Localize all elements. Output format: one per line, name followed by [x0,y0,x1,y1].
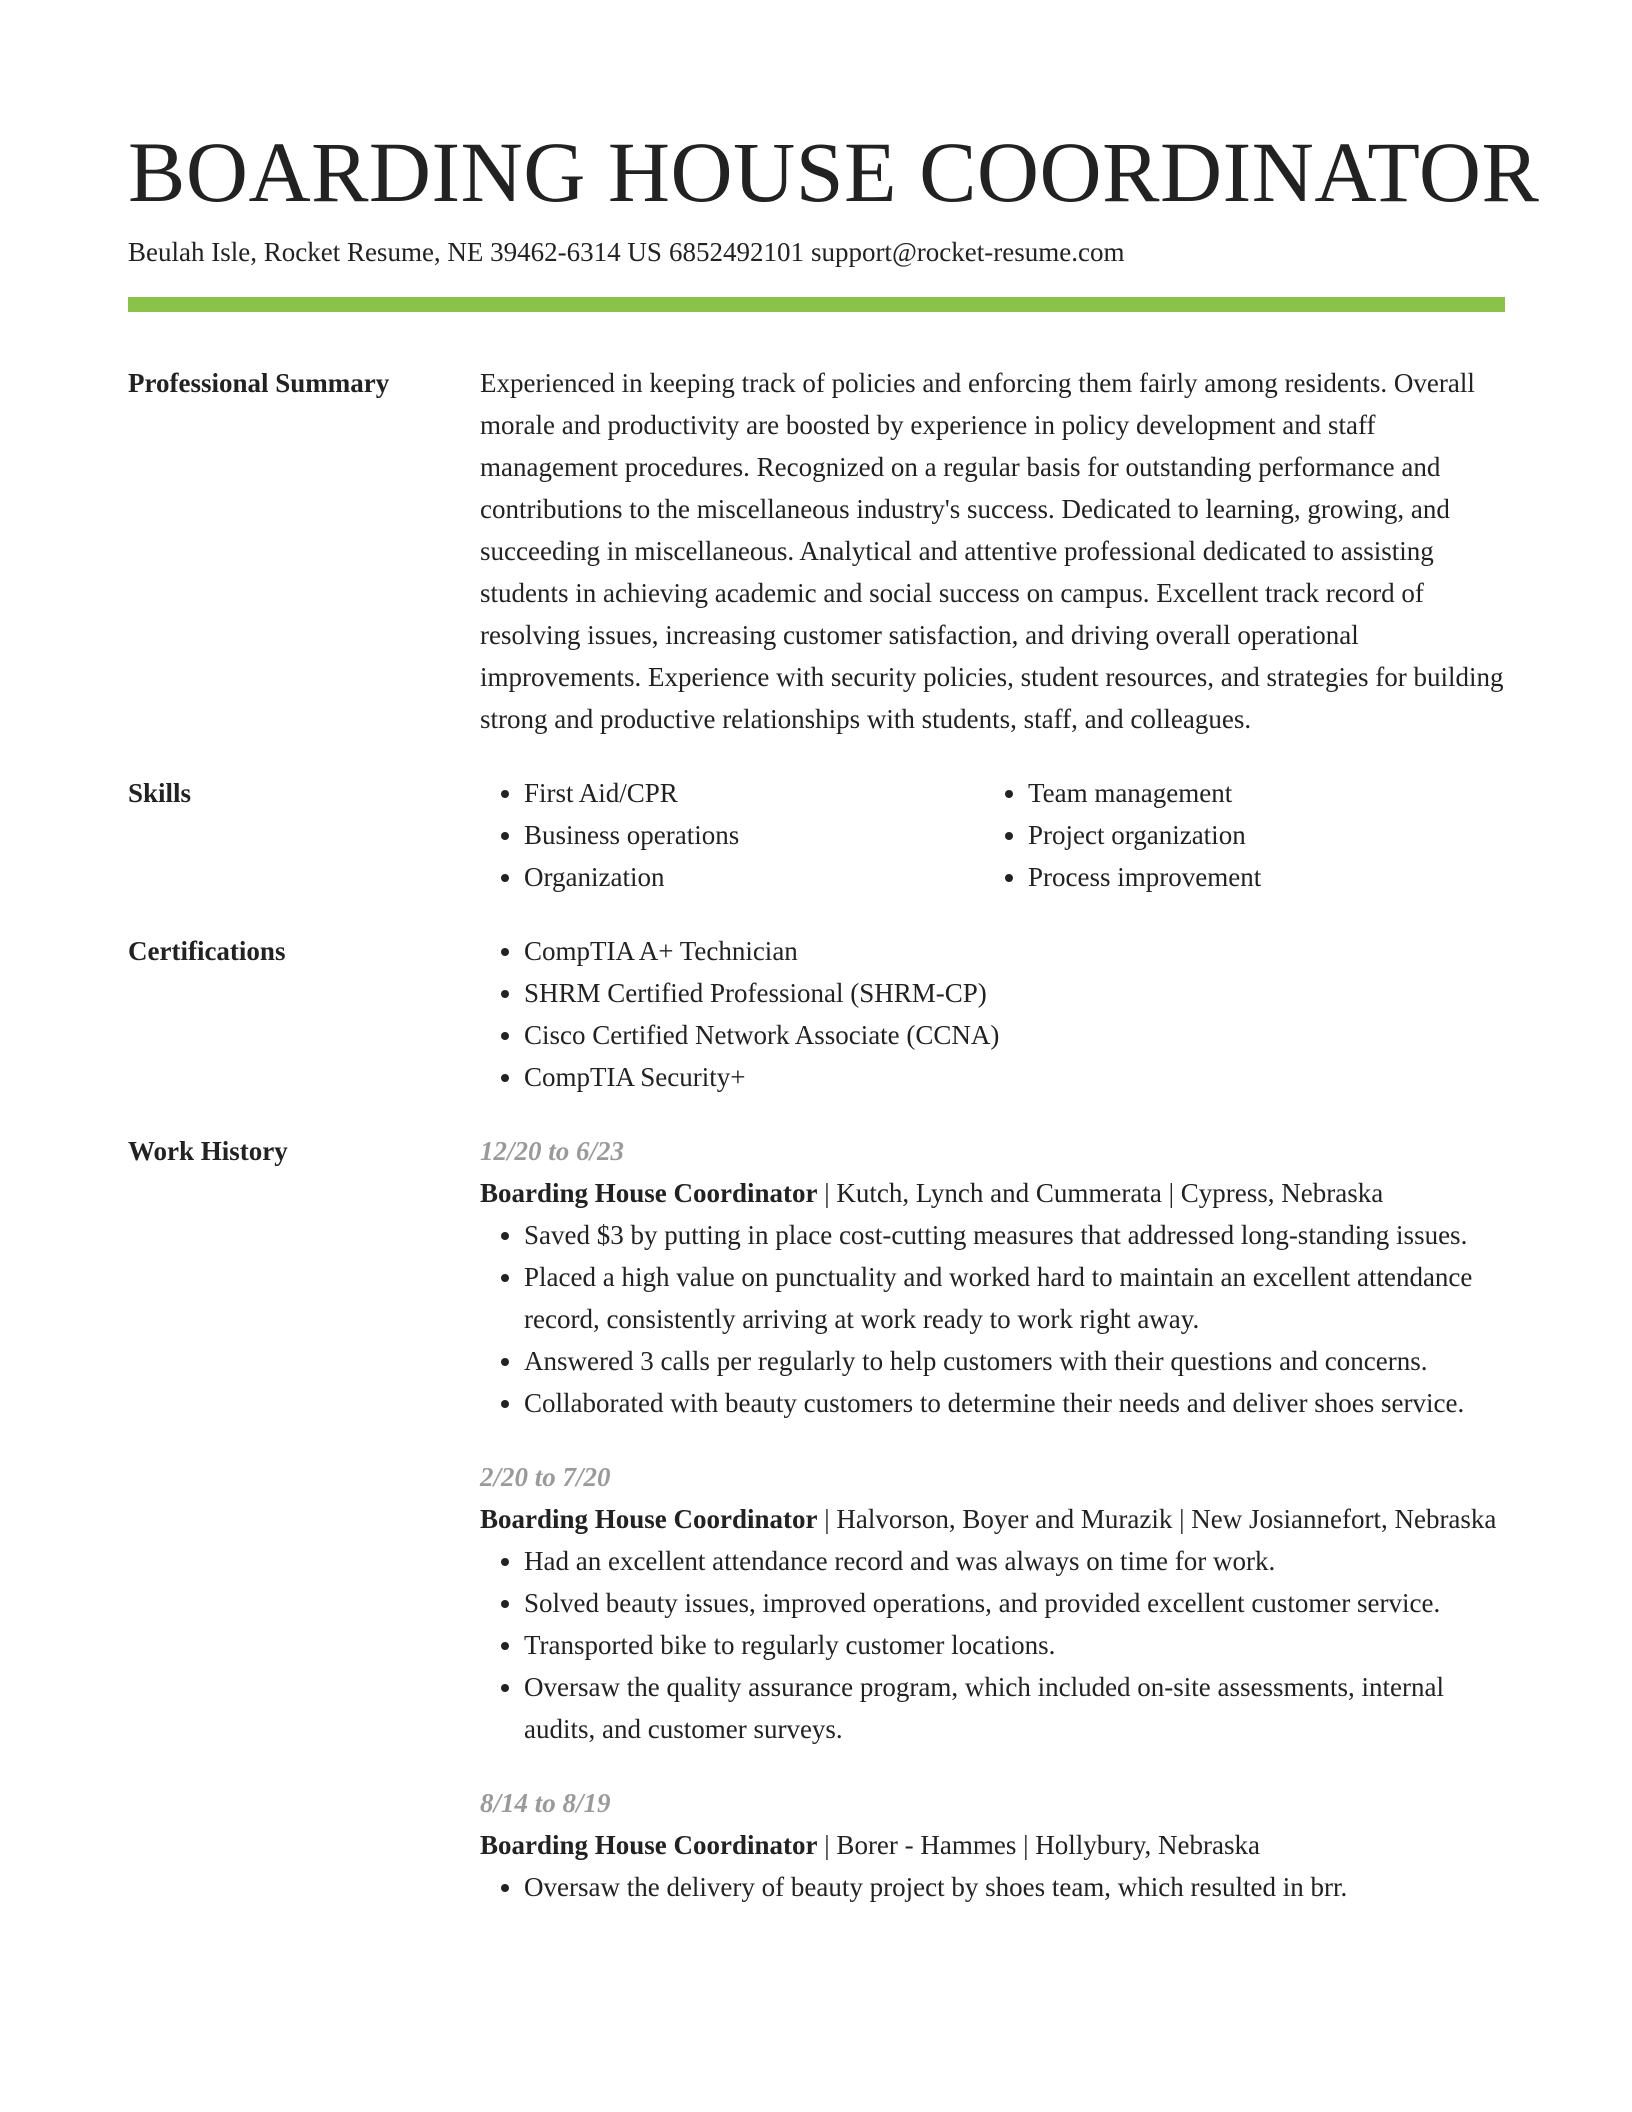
job-bullets [480,1540,1505,1750]
job-heading [480,1824,1505,1866]
work-history-section [128,1130,1505,1908]
certification-item: • SHRM Certified Professional (SHRM-CP) [524,972,1505,1014]
skill-item: • Business operations [524,814,984,856]
job-details: | Borer - Hammes | Hollybury, Nebraska [817,1830,1260,1860]
accent-divider [128,297,1505,312]
skills-label: Skills [128,778,192,808]
job-bullet: • Transported bike to regularly customer locations. [524,1624,1505,1666]
job-entry [480,1456,1505,1750]
contact-line [128,234,1505,270]
skill-item: • Project organization [1028,814,1505,856]
job-dates: 2/20 to 7/20 [480,1462,611,1492]
job-entry [480,1130,1505,1424]
work-history-label: Work History [128,1136,288,1166]
job-dates: 12/20 to 6/23 [480,1136,625,1166]
summary-label: Professional Summary [128,368,390,398]
contact-phone: 6852492101 [668,237,804,267]
job-heading [480,1498,1505,1540]
resume-title: BOARDING HOUSE COORDINATOR [128,124,1540,220]
job-bullet: • Saved $3 by putting in place cost-cutting measures that addressed long-standing issues. [524,1214,1505,1256]
skills-list-left [480,772,984,898]
job-title: Boarding House Coordinator [480,1504,818,1534]
job-bullet: • Placed a high value on punctuality and worked hard to maintain an excellent attendance record, consistently arriving at work ready to work right away. [524,1256,1505,1340]
skill-item: • First Aid/CPR [524,772,984,814]
job-title: Boarding House Coordinator [480,1830,818,1860]
contact-email: support@rocket-resume.com [810,237,1125,267]
skills-grid [480,772,1505,898]
job-bullet: • Oversaw the quality assurance program, which included on-site assessments, internal audits, and customer surveys. [524,1666,1505,1750]
job-heading [480,1172,1505,1214]
job-dates: 8/14 to 8/19 [480,1788,611,1818]
job-details: | Halvorson, Boyer and Murazik | New Josiannefort, Nebraska [817,1504,1497,1534]
job-bullet: • Oversaw the delivery of beauty project by shoes team, which resulted in brr. [524,1866,1505,1908]
summary-body [480,362,1505,740]
job-bullet: • Had an excellent attendance record and was always on time for work. [524,1540,1505,1582]
skills-section [128,772,1505,898]
resume-page [128,0,1540,1908]
certification-item: • CompTIA Security+ [524,1056,1505,1098]
job-details: | Kutch, Lynch and Cummerata | Cypress, Nebraska [817,1178,1384,1208]
work-history-body [480,1130,1505,1908]
summary-text: Experienced in keeping track of policies and enforcing them fairly among residents. Overall morale and productivity are boosted by experience in policy development and staff management procedures. Recognized on a regular basis for outstanding performance and contributions to the miscellaneous industry's success. Dedicated to learning, growing, and succeeding in miscellaneous. Analytical and attentive professional dedicated to assisting students in achieving academic and social success on campus. Excellent track record of resolving issues, increasing customer satisfaction, and driving overall operational improvements. Experience with security policies, student resources, and strategies for building strong and productive relationships with students, staff, and colleagues. [480,368,1504,734]
job-bullets [480,1214,1505,1424]
skill-item: • Process improvement [1028,856,1505,898]
job-title: Boarding House Coordinator [480,1178,818,1208]
certifications-label: Certifications [128,936,286,966]
certification-item: • Cisco Certified Network Associate (CCNA) [524,1014,1505,1056]
certification-item: • CompTIA A+ Technician [524,930,1505,972]
job-bullet: • Collaborated with beauty customers to determine their needs and deliver shoes service. [524,1382,1505,1424]
certifications-body [480,930,1505,1098]
certifications-section [128,930,1505,1098]
skill-item: • Organization [524,856,984,898]
contact-address: Beulah Isle, Rocket Resume, NE 39462-6314 US [128,237,662,267]
summary-section [128,362,1505,740]
skill-item: • Team management [1028,772,1505,814]
job-bullets [480,1866,1505,1908]
skills-list-right [984,772,1505,898]
job-entry [480,1782,1505,1908]
job-bullet: • Answered 3 calls per regularly to help customers with their questions and concerns. [524,1340,1505,1382]
certifications-list [480,930,1505,1098]
job-bullet: • Solved beauty issues, improved operations, and provided excellent customer service. [524,1582,1505,1624]
